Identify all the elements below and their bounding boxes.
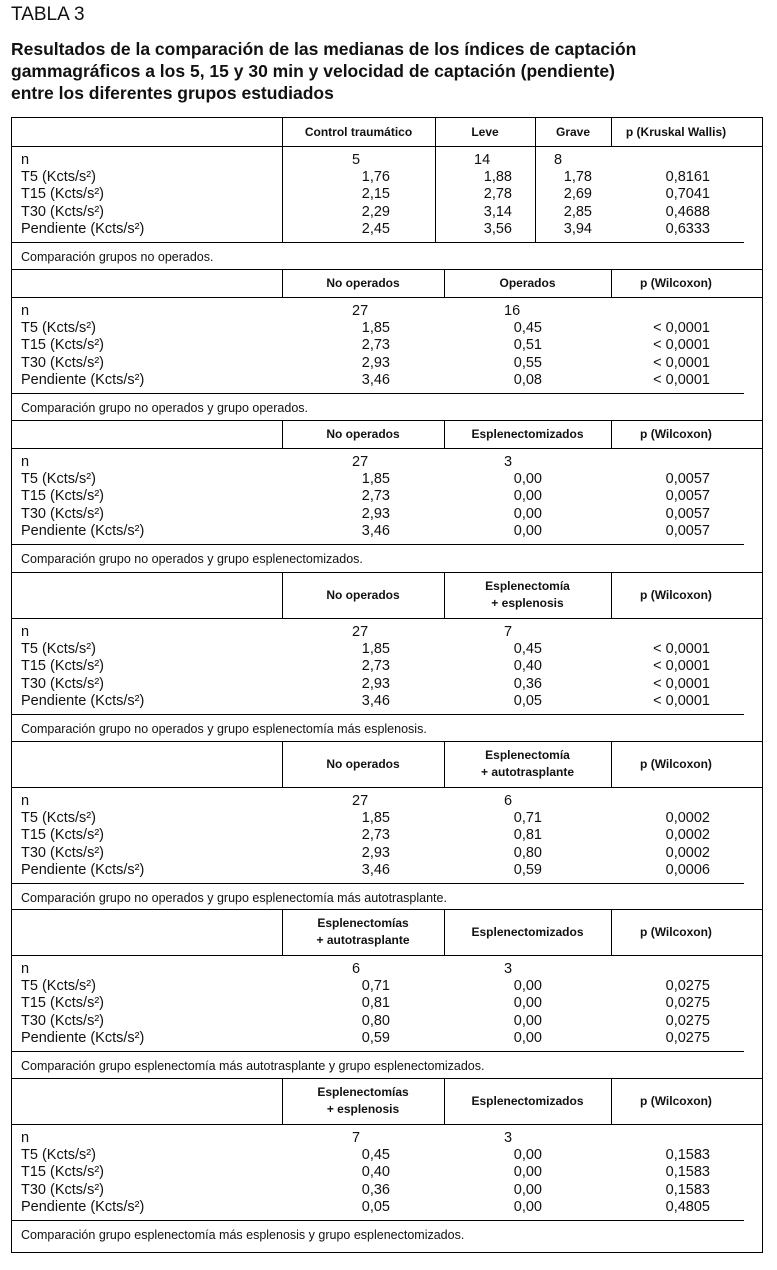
row-label: T15 (Kcts/s²) — [21, 337, 104, 354]
row-label: n — [21, 793, 30, 809]
table-cell: 0,81 — [513, 827, 542, 844]
table-cell: 0,59 — [513, 861, 542, 878]
title-line: entre los diferentes grupos estudiados — [11, 83, 334, 103]
data-column — [310, 152, 390, 238]
row-labels — [21, 793, 144, 879]
table-cell: 6 — [352, 961, 361, 977]
data-column — [462, 303, 542, 389]
table-cell: 0,05 — [513, 692, 542, 709]
table-cell — [630, 1130, 710, 1147]
table-cell: < 0,0001 — [653, 692, 710, 709]
row-label: T5 (Kcts/s²) — [21, 471, 96, 488]
table-cell: 0,1583 — [665, 1164, 710, 1181]
table-cell: 3,46 — [361, 371, 390, 388]
row-label: Pendiente (Kcts/s²) — [21, 692, 145, 709]
row-labels — [21, 303, 144, 389]
results-table — [11, 117, 763, 1253]
data-column — [630, 303, 710, 389]
table-cell: 1,85 — [361, 471, 390, 488]
table-cell: 0,4688 — [665, 203, 710, 220]
data-column — [462, 1130, 542, 1216]
table-cell: 0,00 — [513, 978, 542, 995]
column-header: Esplenectomía + autotrasplante — [480, 748, 575, 779]
table-cell: 0,00 — [513, 505, 542, 522]
row-label: Pendiente (Kcts/s²) — [21, 1198, 145, 1215]
row-label: T30 (Kcts/s²) — [21, 1012, 104, 1029]
table-cell: 1,76 — [361, 169, 390, 186]
table-cell: 2,29 — [361, 203, 390, 220]
row-label: Pendiente (Kcts/s²) — [21, 371, 145, 388]
row-label: T30 (Kcts/s²) — [21, 675, 104, 692]
row-label: n — [21, 152, 30, 168]
table-cell: 0,0057 — [665, 488, 710, 505]
section-note: Comparación grupos no operados. — [21, 250, 214, 264]
data-column — [630, 1130, 710, 1216]
table-cell — [630, 961, 710, 978]
table-cell: 0,4805 — [665, 1198, 710, 1215]
data-divider — [12, 242, 744, 243]
table-cell: < 0,0001 — [653, 354, 710, 371]
table-cell: < 0,0001 — [653, 675, 710, 692]
data-column — [630, 624, 710, 710]
table-cell: 0,0057 — [665, 505, 710, 522]
row-label: T30 (Kcts/s²) — [21, 1181, 104, 1198]
header-divider — [12, 787, 762, 788]
table-cell: 16 — [504, 303, 521, 319]
table-cell: 27 — [352, 793, 369, 809]
row-label: T15 (Kcts/s²) — [21, 186, 104, 203]
table-cell: 0,08 — [513, 371, 542, 388]
table-cell: 2,85 — [563, 203, 592, 220]
row-label: Pendiente (Kcts/s²) — [21, 220, 145, 237]
table-cell: 2,93 — [361, 354, 390, 371]
table-cell: 0,45 — [513, 320, 542, 337]
row-label: Pendiente (Kcts/s²) — [21, 522, 145, 539]
row-label: T15 (Kcts/s²) — [21, 658, 104, 675]
table-cell: 0,00 — [513, 1147, 542, 1164]
title-line: gammagráficos a los 5, 15 y 30 min y velocidad de captación (pendiente) — [11, 61, 615, 81]
column-header: p (Wilcoxon) — [640, 587, 712, 602]
table-cell: 2,93 — [361, 844, 390, 861]
table-cell: 0,59 — [361, 1029, 390, 1046]
header-divider — [12, 448, 762, 449]
column-header: p (Wilcoxon) — [640, 426, 712, 441]
column-header: Esplenectomías + autotrasplante — [316, 916, 410, 947]
table-cell: 0,0006 — [665, 861, 710, 878]
table-cell: 3,14 — [483, 203, 512, 220]
table-cell: 0,00 — [513, 1198, 542, 1215]
table-cell: 2,93 — [361, 675, 390, 692]
table-cell: 0,0002 — [665, 810, 710, 827]
data-column — [512, 152, 592, 238]
table-cell: 0,00 — [513, 995, 542, 1012]
table-cell: 2,45 — [361, 220, 390, 237]
table-cell: 27 — [352, 454, 369, 470]
table-cell: 0,0002 — [665, 844, 710, 861]
data-column — [310, 454, 390, 540]
table-cell — [630, 624, 710, 641]
table-cell: 7 — [352, 1130, 361, 1146]
data-column — [432, 152, 512, 238]
table-cell — [630, 793, 710, 810]
row-label: T15 (Kcts/s²) — [21, 1164, 104, 1181]
table-cell: 0,00 — [513, 1012, 542, 1029]
table-cell: 3,94 — [563, 220, 592, 237]
table-cell: 0,36 — [361, 1181, 390, 1198]
row-label: n — [21, 303, 30, 319]
row-label: Pendiente (Kcts/s²) — [21, 1029, 145, 1046]
row-label: T15 (Kcts/s²) — [21, 827, 104, 844]
row-label: T5 (Kcts/s²) — [21, 978, 96, 995]
column-header: Control traumático — [304, 124, 413, 139]
table-cell: 2,15 — [361, 186, 390, 203]
table-cell: 2,73 — [361, 658, 390, 675]
header-divider — [12, 955, 762, 956]
data-column — [462, 961, 542, 1047]
row-label: T30 (Kcts/s²) — [21, 203, 104, 220]
column-header: Grave — [555, 124, 591, 139]
table-cell: 0,05 — [361, 1198, 390, 1215]
table-cell: 0,0002 — [665, 827, 710, 844]
table-cell: 0,45 — [361, 1147, 390, 1164]
data-column — [630, 793, 710, 879]
table-cell: 2,78 — [483, 186, 512, 203]
table-cell: 0,36 — [513, 675, 542, 692]
table-cell: 0,00 — [513, 471, 542, 488]
table-cell: 0,80 — [361, 1012, 390, 1029]
table-cell: 2,73 — [361, 488, 390, 505]
table-cell: 2,69 — [563, 186, 592, 203]
table-cell: 1,85 — [361, 810, 390, 827]
table-cell — [630, 454, 710, 471]
table-cell: 0,0275 — [665, 978, 710, 995]
table-cell: < 0,0001 — [653, 337, 710, 354]
column-header: p (Wilcoxon) — [640, 1093, 712, 1108]
section-note: Comparación grupo no operados y grupo esplenectomía más esplenosis. — [21, 722, 427, 736]
table-cell: 0,0275 — [665, 1012, 710, 1029]
row-label: T30 (Kcts/s²) — [21, 844, 104, 861]
table-cell: < 0,0001 — [653, 320, 710, 337]
row-label: T30 (Kcts/s²) — [21, 505, 104, 522]
table-cell: 0,1583 — [665, 1181, 710, 1198]
row-label: T5 (Kcts/s²) — [21, 320, 96, 337]
table-cell: 2,93 — [361, 505, 390, 522]
table-cell: 3 — [504, 454, 513, 470]
column-header: p (Wilcoxon) — [640, 275, 712, 290]
table-cell: 14 — [474, 152, 491, 168]
data-column — [630, 961, 710, 1047]
table-cell: 7 — [504, 624, 513, 640]
column-header: p (Wilcoxon) — [640, 924, 712, 939]
table-cell: 0,00 — [513, 1164, 542, 1181]
row-label: n — [21, 454, 30, 470]
column-header: Esplenectomizados — [471, 924, 584, 939]
column-header: No operados — [326, 426, 400, 441]
data-divider — [12, 1051, 744, 1052]
table-cell: < 0,0001 — [653, 658, 710, 675]
table-label: TABLA 3 — [11, 4, 85, 25]
data-divider — [12, 714, 744, 715]
table-cell: 0,40 — [361, 1164, 390, 1181]
table-title — [11, 38, 751, 104]
row-label: n — [21, 961, 30, 977]
column-header: Esplenectomía + esplenosis — [485, 579, 570, 610]
table-cell: 27 — [352, 303, 369, 319]
section-note: Comparación grupo no operados y grupo esplenectomizados. — [21, 552, 363, 566]
data-divider — [12, 393, 744, 394]
table-cell: 2,73 — [361, 827, 390, 844]
data-column — [462, 454, 542, 540]
table-cell: 0,00 — [513, 522, 542, 539]
column-header: p (Wilcoxon) — [640, 756, 712, 771]
table-cell: 0,6333 — [665, 220, 710, 237]
row-label: T5 (Kcts/s²) — [21, 810, 96, 827]
section-note: Comparación grupo esplenectomía más autotrasplante y grupo esplenectomizados. — [21, 1059, 485, 1073]
table-cell: 1,85 — [361, 641, 390, 658]
column-header: Esplenectomías + esplenosis — [317, 1085, 409, 1116]
table-cell: 0,80 — [513, 844, 542, 861]
table-cell: 0,51 — [513, 337, 542, 354]
data-divider — [12, 1220, 744, 1221]
table-cell: 2,73 — [361, 337, 390, 354]
row-label: T30 (Kcts/s²) — [21, 354, 104, 371]
row-labels — [21, 624, 144, 710]
data-column — [310, 1130, 390, 1216]
row-label: Pendiente (Kcts/s²) — [21, 861, 145, 878]
section-note: Comparación grupo esplenectomía más esplenosis y grupo esplenectomizados. — [21, 1228, 465, 1242]
column-header: No operados — [326, 587, 400, 602]
table-cell: 3,56 — [483, 220, 512, 237]
table-cell: 0,7041 — [665, 186, 710, 203]
column-header: Esplenectomizados — [471, 426, 584, 441]
table-cell: 5 — [352, 152, 361, 168]
table-cell: 0,0275 — [665, 1029, 710, 1046]
data-divider — [12, 883, 744, 884]
table-cell: 0,55 — [513, 354, 542, 371]
table-cell: 0,00 — [513, 1181, 542, 1198]
data-column — [310, 303, 390, 389]
table-cell: 3 — [504, 1130, 513, 1146]
table-cell: 1,85 — [361, 320, 390, 337]
data-column — [630, 454, 710, 540]
table-cell: 8 — [554, 152, 563, 168]
table-cell: 0,71 — [361, 978, 390, 995]
column-header: Leve — [471, 124, 499, 139]
column-header: p (Kruskal Wallis) — [625, 124, 727, 139]
table-cell: < 0,0001 — [653, 641, 710, 658]
data-column — [630, 152, 710, 238]
table-cell — [630, 152, 710, 169]
table-cell: 3,46 — [361, 522, 390, 539]
data-column — [310, 961, 390, 1047]
table-cell — [630, 303, 710, 320]
table-cell: 0,81 — [361, 995, 390, 1012]
table-cell: 0,0275 — [665, 995, 710, 1012]
row-label: T5 (Kcts/s²) — [21, 641, 96, 658]
column-header: Operados — [499, 275, 556, 290]
row-label: n — [21, 1130, 30, 1146]
table-cell: 27 — [352, 624, 369, 640]
table-cell: 1,88 — [483, 169, 512, 186]
table-cell: 0,0057 — [665, 522, 710, 539]
row-label: T15 (Kcts/s²) — [21, 488, 104, 505]
header-divider — [12, 146, 762, 147]
section-note: Comparación grupo no operados y grupo operados. — [21, 401, 308, 415]
table-cell: 0,1583 — [665, 1147, 710, 1164]
data-column — [310, 624, 390, 710]
header-divider — [12, 1124, 762, 1125]
row-labels — [21, 152, 144, 238]
column-header: No operados — [326, 756, 400, 771]
row-label: n — [21, 624, 30, 640]
data-column — [462, 793, 542, 879]
table-cell: 0,8161 — [665, 169, 710, 186]
table-cell: < 0,0001 — [653, 371, 710, 388]
data-column — [310, 793, 390, 879]
row-label: T5 (Kcts/s²) — [21, 169, 96, 186]
row-labels — [21, 454, 144, 540]
data-column — [462, 624, 542, 710]
header-divider — [12, 297, 762, 298]
header-divider — [12, 618, 762, 619]
row-label: T5 (Kcts/s²) — [21, 1147, 96, 1164]
data-divider — [12, 544, 744, 545]
table-cell: 0,00 — [513, 488, 542, 505]
table-cell: 3 — [504, 961, 513, 977]
column-header: Esplenectomizados — [471, 1093, 584, 1108]
table-cell: 3,46 — [361, 861, 390, 878]
table-cell: 0,0057 — [665, 471, 710, 488]
table-cell: 1,78 — [563, 169, 592, 186]
table-cell: 0,00 — [513, 1029, 542, 1046]
table-cell: 0,45 — [513, 641, 542, 658]
row-label: T15 (Kcts/s²) — [21, 995, 104, 1012]
table-cell: 3,46 — [361, 692, 390, 709]
table-cell: 0,40 — [513, 658, 542, 675]
table-cell: 0,71 — [513, 810, 542, 827]
row-labels — [21, 1130, 144, 1216]
column-header: No operados — [326, 275, 400, 290]
row-labels — [21, 961, 144, 1047]
table-cell: 6 — [504, 793, 513, 809]
section-note: Comparación grupo no operados y grupo esplenectomía más autotrasplante. — [21, 891, 447, 905]
title-line: Resultados de la comparación de las medianas de los índices de captación — [11, 39, 637, 59]
